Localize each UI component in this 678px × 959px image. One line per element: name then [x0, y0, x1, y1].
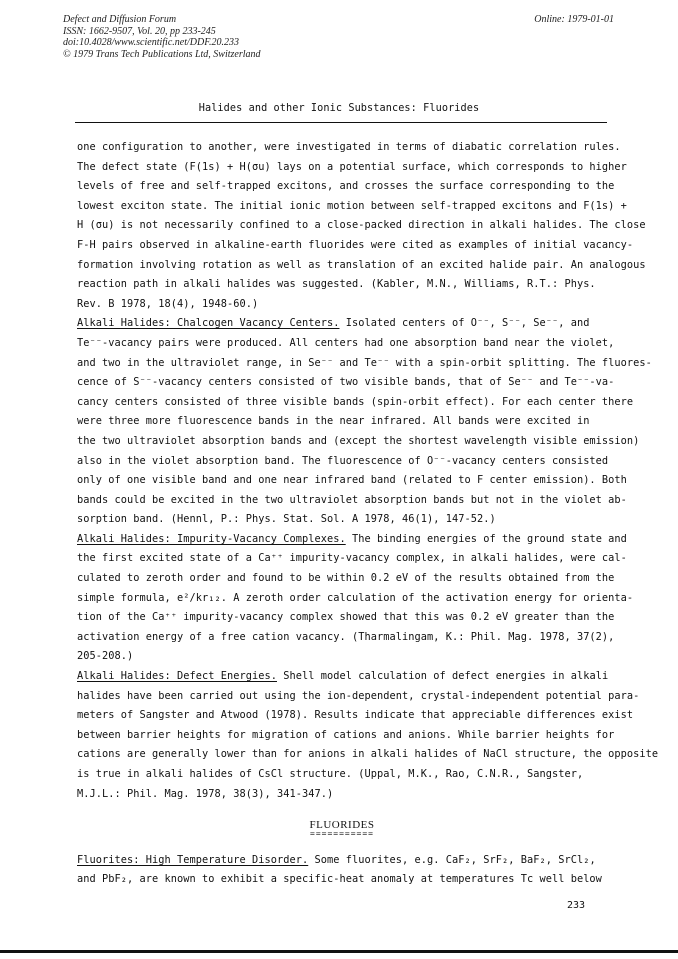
section-first-line: [77, 851, 607, 871]
text-line: and PbF₂, are known to exhibit a specific-heat anomaly at temperatures Tc well below: [77, 873, 602, 886]
section-chalcogen-vacancy-centers: [77, 314, 652, 530]
text-line: the two ultraviolet absorption bands and (except the shortest wavelength visible emission): [77, 434, 640, 447]
page-number: 233: [566, 900, 585, 911]
text-line: H (σu) is not necessarily confined to a close-packed direction in alkali halides. The close: [77, 219, 646, 232]
text-line: Rev. B 1978, 18(4), 1948-60.): [77, 297, 259, 310]
section-title-underline: ===========: [310, 828, 374, 838]
running-head: Halides and other Ionic Substances: Fluorides: [198, 103, 480, 114]
text-line: the first excited state of a Ca⁺⁺ impurity-vacancy complex, in alkali halides, were cal-: [77, 552, 627, 565]
section-high-temperature-disorder: [77, 851, 607, 890]
text-line: halides have been carried out using the ion-dependent, crystal-independent potential para-: [77, 689, 640, 702]
section-heading: Alkali Halides: Defect Energies.: [77, 670, 277, 683]
text-line: cence of S⁻⁻-vacancy centers consisted of two visible bands, that of Se⁻⁻ and Te⁻⁻-va-: [77, 376, 615, 389]
text-line: activation energy of a free cation vacancy. (Tharmalingam, K.: Phil. Mag. 1978, 37(2),: [77, 630, 615, 643]
text-line: and two in the ultraviolet range, in Se⁻⁻ and Te⁻⁻ with a spin-orbit splitting. The fluores-: [77, 356, 652, 369]
text-line: reaction path in alkali halides was suggested. (Kabler, M.N., Williams, R.T.: Phys.: [77, 278, 596, 291]
section-title: FLUORIDES: [309, 819, 375, 832]
text-line: cations are generally lower than for anions in alkali halides of NaCl structure, the opposite: [77, 748, 659, 761]
section-first-line: [77, 530, 627, 550]
section-impurity-vacancy-complexes: [77, 530, 634, 667]
doi-line: doi:10.4028/www.scientific.net/DDF.20.233: [63, 37, 240, 48]
text-run: Some fluorites, e.g. CaF₂, SrF₂, BaF₂, SrCl₂,: [308, 853, 596, 866]
text-line: F-H pairs observed in alkaline-earth fluorides were cited as examples of initial vacancy-: [77, 238, 634, 251]
text-line: one configuration to another, were investigated in terms of diabatic correlation rules.: [77, 141, 621, 153]
footer-rule: [0, 950, 678, 953]
text-line: lowest exciton state. The initial ionic motion between self-trapped excitons and F(1s) +: [77, 199, 627, 212]
journal-name: Defect and Diffusion Forum: [63, 14, 177, 25]
text-line: formation involving rotation as well as translation of an excited halide pair. An analogous: [77, 258, 646, 271]
text-line: also in the violet absorption band. The fluorescence of O⁻⁻-vacancy centers consisted: [77, 454, 609, 467]
text-line: M.J.L.: Phil. Mag. 1978, 38(3), 341-347.): [77, 787, 334, 800]
text-line: meters of Sangster and Atwood (1978). Results indicate that appreciable differences exist: [77, 709, 634, 722]
online-date: Online: 1979-01-01: [534, 14, 614, 25]
section-heading: Alkali Halides: Impurity-Vacancy Complexes.: [77, 532, 346, 545]
text-line: levels of free and self-trapped excitons, and crosses the surface corresponding to the: [77, 180, 615, 193]
text-line: bands could be excited in the two ultraviolet absorption bands but not in the violet ab-: [77, 493, 627, 506]
section-heading: Fluorites: High Temperature Disorder.: [77, 853, 309, 866]
issn-line: ISSN: 1662-9507, Vol. 20, pp 233-245: [63, 25, 216, 37]
text-line: 205-208.): [77, 650, 134, 663]
text-run: Isolated centers of O⁻⁻, S⁻⁻, Se⁻⁻, and: [339, 317, 590, 330]
text-run: The binding energies of the ground state and: [345, 532, 627, 545]
section-defect-energies: [77, 667, 659, 804]
text-line: tion of the Ca⁺⁺ impurity-vacancy complex showed that this was 0.2 eV greater than the: [77, 611, 615, 624]
text-line: is true in alkali halides of CsCl structure. (Uppal, M.K., Rao, C.N.R., Sangster,: [77, 768, 584, 780]
text-line: sorption band. (Hennl, P.: Phys. Stat. Sol. A 1978, 46(1), 147-52.): [77, 513, 496, 526]
text-line: cancy centers consisted of three visible bands (spin-orbit effect). For each center there: [77, 395, 634, 408]
text-line: Te⁻⁻-vacancy pairs were produced. All centers had one absorption band near the violet,: [77, 336, 615, 349]
section-first-line: [77, 667, 607, 687]
header-rule: [75, 122, 607, 123]
publication-metadata: [63, 14, 261, 60]
copyright-line: © 1979 Trans Tech Publications Ltd, Switzerland: [63, 48, 261, 60]
intro-paragraph: [77, 138, 646, 314]
text-run: Shell model calculation of defect energies in alkali: [276, 670, 609, 683]
section-heading: Alkali Halides: Chalcogen Vacancy Centers.: [77, 317, 340, 330]
text-line: culated to zeroth order and found to be within 0.2 eV of the results obtained from the: [77, 572, 615, 585]
text-line: only of one visible band and one near infrared band (related to F center emission). Both: [77, 474, 627, 487]
spacer: [77, 839, 607, 851]
text-line: were three more fluorescence bands in the near infrared. All bands were excited in: [77, 415, 590, 428]
text-line: simple formula, e²/kr₁₂. A zeroth order calculation of the activation energy for orienta-: [77, 591, 634, 604]
article-body: [77, 138, 659, 890]
spacer: [77, 804, 607, 816]
text-line: The defect state (F(1s) + H(σu) lays on a potential surface, which corresponds to higher: [77, 160, 627, 173]
text-line: between barrier heights for migration of cations and anions. While barrier heights for: [77, 728, 615, 741]
section-first-line: [77, 314, 607, 334]
